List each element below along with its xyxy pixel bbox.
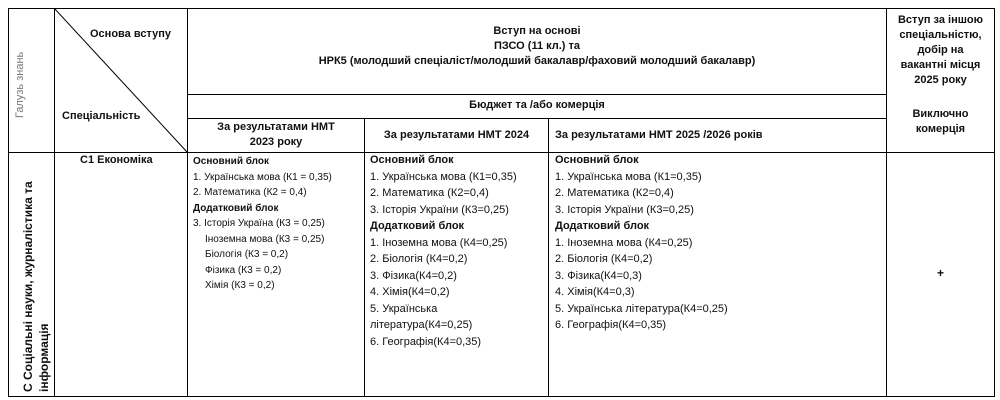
specialty-header: Спеціальність (62, 110, 141, 122)
subject-line: 3. Історія України (К3=0,25) (370, 203, 509, 216)
extra-block-label: Додатковий блок (370, 220, 465, 232)
subject-line: 2. Математика (К2 = 0,4) (193, 187, 307, 198)
main-block-label: Основний блок (370, 154, 454, 166)
subject-line: 4. Хімія(К4=0,2) (370, 286, 450, 298)
main-block-label: Основний блок (193, 156, 270, 167)
commerce-only-header (887, 107, 994, 137)
nmt-2025-header: За результатами НМТ 2025 /2026 років (555, 129, 763, 141)
branch-line: С Соціальні науки, журналістика та (21, 181, 35, 392)
subject-line: 1. Українська мова (К1 = 0,35) (193, 171, 332, 183)
subject-line: 1. Українська мова (К1=0,35) (555, 170, 702, 183)
other-specialty-header (887, 13, 994, 88)
nmt-2023-header (188, 120, 364, 150)
subject-line: Хімія (К3 = 0,2) (205, 280, 275, 291)
subject-line: 3. Історія Україна (К3 = 0,25) (193, 218, 325, 229)
row-divider-budget (187, 94, 887, 95)
table-border-right (994, 8, 995, 397)
subject-line: 3. Фізика(К4=0,3) (555, 269, 642, 282)
subject-line: 5. Українська література(К4=0,25) (555, 302, 728, 315)
row-divider-years (187, 118, 887, 119)
other-title-line: вакантні місця (900, 59, 981, 71)
extra-block-label: Додатковий блок (555, 220, 650, 232)
subject-line: 2. Математика (К2=0,4) (555, 187, 674, 199)
subject-line: 6. Географія(К4=0,35) (555, 319, 667, 331)
nmt-2024-cell (370, 152, 517, 350)
subject-line: 3. Фізика(К4=0,2) (370, 269, 457, 282)
subject-line: 5. Українська (370, 302, 438, 315)
main-title-line: ПЗСО (11 кл.) та (493, 40, 581, 52)
other-specialty-mark: + (936, 266, 944, 280)
subject-line: Іноземна мова (К3 = 0,25) (205, 233, 325, 245)
branch-cell (20, 181, 52, 392)
subject-line: 1. Українська мова (К1=0,35) (370, 170, 517, 183)
main-block-label: Основний блок (555, 154, 639, 166)
subject-line: 2. Математика (К2=0,4) (370, 187, 489, 199)
budget-header: Бюджет та /або комерція (469, 99, 605, 111)
branch-line: інформація (37, 323, 51, 392)
main-title (188, 24, 886, 69)
nmt-2025-cell (555, 152, 728, 334)
nmt-2023-header-line: 2023 року (249, 136, 303, 148)
subject-line: 1. Іноземна мова (К4=0,25) (370, 236, 508, 249)
other-title-line: добір на (917, 44, 964, 56)
main-title-line: НРК5 (молодший спеціаліст/молодший бакалавр/фаховий молодший бакалавр) (318, 55, 756, 67)
table-border-bottom (8, 396, 995, 397)
commerce-line: комерція (915, 123, 966, 135)
subject-line: 2. Біологія (К4=0,2) (370, 253, 468, 265)
commerce-line: Виключно (912, 108, 969, 120)
subject-line: Біологія (К3 = 0,2) (205, 249, 289, 260)
specialty-cell: С1 Економіка (80, 154, 153, 166)
subject-line: література(К4=0,25) (370, 319, 473, 331)
main-title-line: Вступ на основі (493, 25, 581, 37)
other-title-line: спеціальністю, (899, 29, 982, 41)
subject-line: 6. Географія(К4=0,35) (370, 335, 482, 348)
subject-line: 1. Іноземна мова (К4=0,25) (555, 236, 693, 249)
other-title-line: Вступ за іншою (897, 14, 984, 26)
other-title-line: 2025 року (914, 74, 967, 86)
subject-line: 3. Історія України (К3=0,25) (555, 203, 694, 216)
table-border-left (8, 8, 9, 397)
nmt-2024-header: За результатами НМТ 2024 (383, 129, 530, 141)
extra-block-label: Додатковий блок (193, 202, 279, 214)
branch-header: Галузь знань (14, 51, 26, 118)
subject-line: 4. Хімія(К4=0,3) (555, 286, 635, 298)
nmt-2023-header-line: За результатами НМТ (217, 121, 335, 133)
subject-line: Фізика (К3 = 0,2) (205, 264, 282, 276)
col-divider-2024 (548, 118, 549, 397)
basis-header: Основа вступу (90, 28, 171, 40)
nmt-2023-cell (193, 154, 332, 294)
col-divider-2023 (364, 118, 365, 397)
subject-line: 2. Біологія (К4=0,2) (555, 253, 653, 265)
